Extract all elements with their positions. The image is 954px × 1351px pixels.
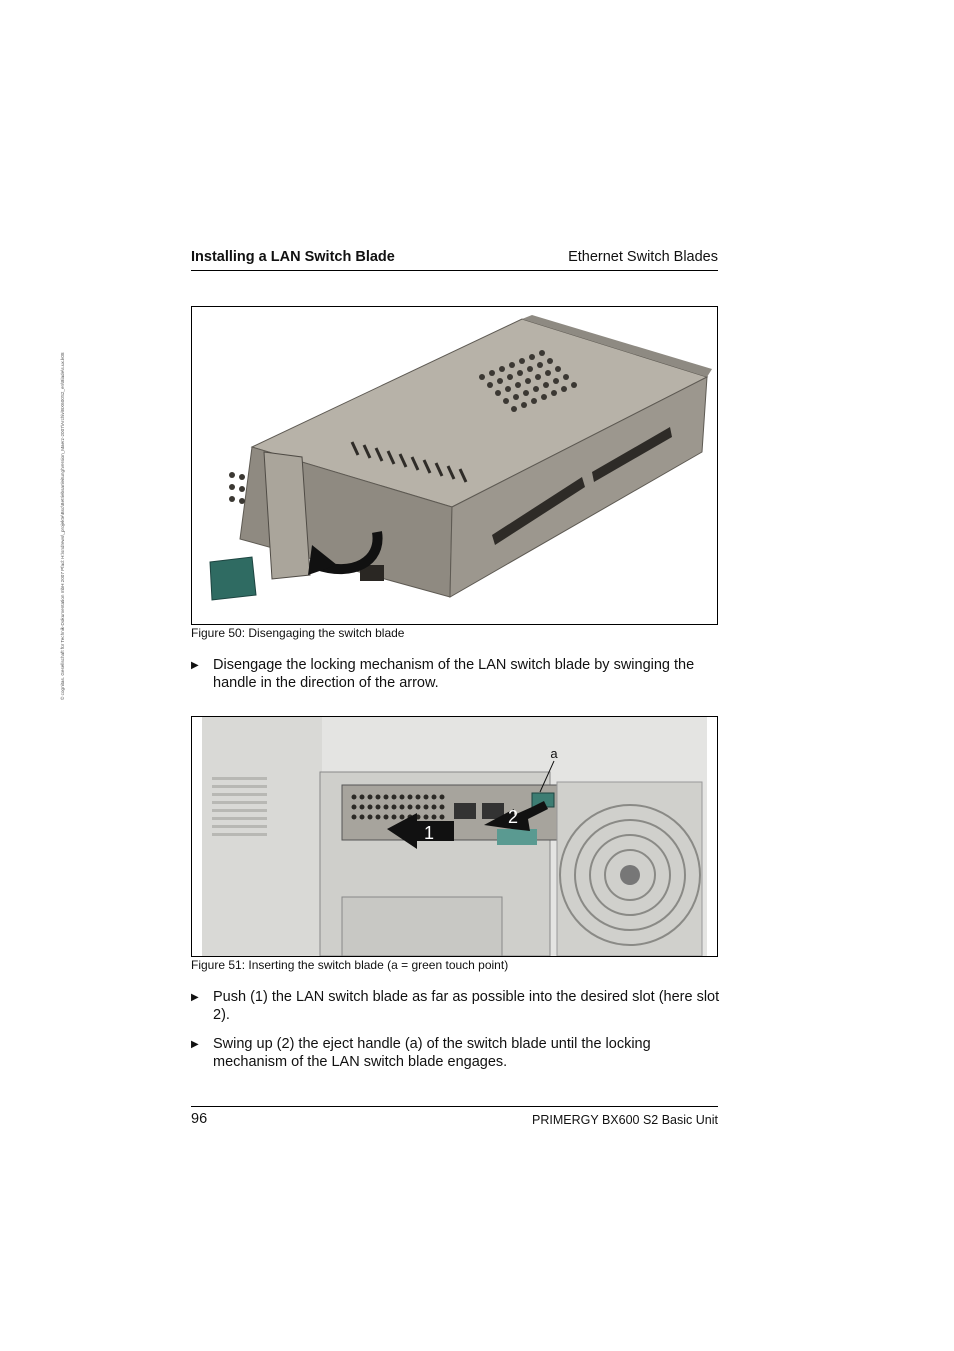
figure-51	[191, 716, 718, 957]
step-2-text: Push (1) the LAN switch blade as far as possible into the desired slot (here slot 2).	[213, 989, 720, 1023]
step-3-text: Swing up (2) the eject handle (a) of the switch blade until the locking mechanism of the LAN switch blade engages.	[213, 1036, 651, 1070]
chapter-title: Ethernet Switch Blades	[568, 249, 718, 265]
figure-51-caption: Figure 51: Inserting the switch blade (a = green touch point)	[191, 958, 509, 972]
figure-50-illustration	[192, 307, 717, 624]
step-1	[191, 656, 723, 692]
callout-a-label: a	[550, 746, 558, 761]
section-title: Installing a LAN Switch Blade	[191, 249, 395, 265]
page-number: 96	[191, 1111, 208, 1127]
bullet-arrow-icon: ▶	[191, 660, 199, 671]
step-2	[191, 988, 723, 1024]
page-header	[191, 249, 718, 271]
arrow-2-label: 2	[508, 807, 519, 827]
page-footer	[191, 1106, 718, 1129]
step-1-text: Disengage the locking mechanism of the LAN switch blade by swinging the handle in the direction of the arrow.	[213, 657, 695, 691]
figure-50	[191, 306, 718, 625]
figure-50-caption: Figure 50: Disengaging the switch blade	[191, 626, 405, 640]
figure-51-illustration	[192, 717, 717, 956]
side-margin-note: © cognitas. Gesellschaft für Technik-Dokumentation mbH 2007 Pfad: H:\sndrews\_projekte\Bsc\Betriebsanleitung\Version_Maerz-2007\Archiv\BX600S2_en\Blade\s.ux.k08	[60, 352, 65, 700]
product-name: PRIMERGY BX600 S2 Basic Unit	[532, 1113, 718, 1127]
bullet-arrow-icon: ▶	[191, 992, 199, 1003]
arrow-1-label: 1	[424, 823, 435, 843]
step-3	[191, 1035, 723, 1071]
bullet-arrow-icon: ▶	[191, 1039, 199, 1050]
